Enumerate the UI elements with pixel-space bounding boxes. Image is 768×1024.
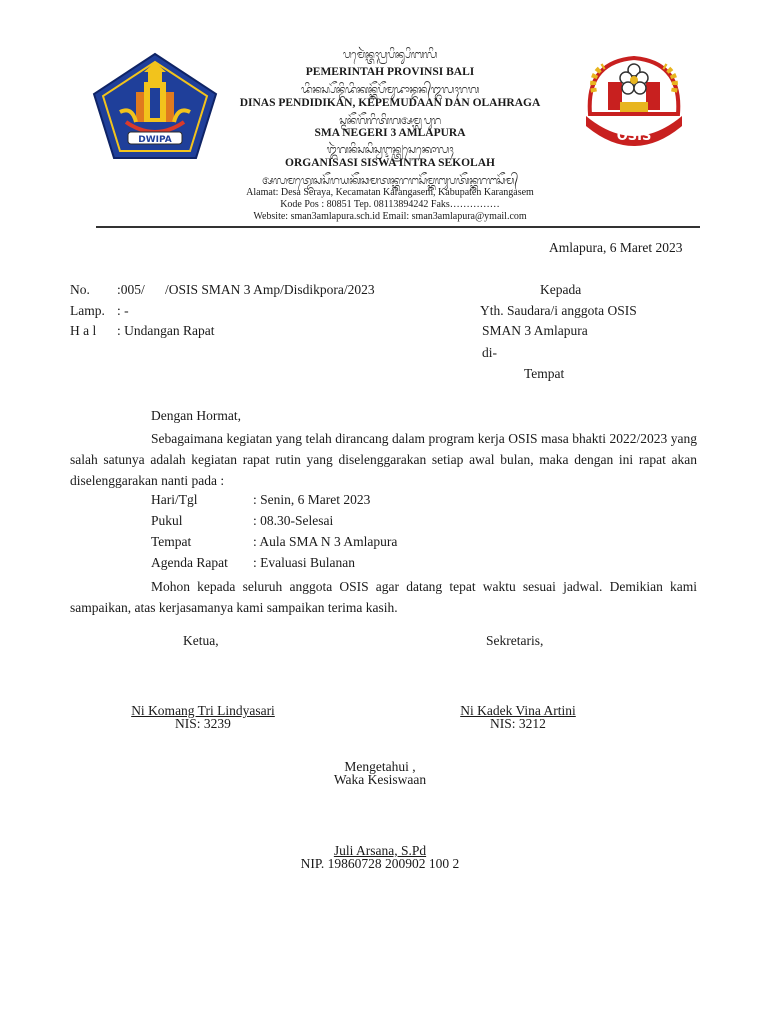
- chair-title: Ketua,: [183, 633, 219, 648]
- header-divider: [96, 226, 700, 228]
- attachment-value: : -: [117, 303, 129, 318]
- header-government: PEMERINTAH PROVINSI BALI: [305, 66, 475, 78]
- subject-label: H a l: [70, 323, 97, 338]
- body-paragraph-2: Mohon kepada seluruh anggota OSIS agar datang tepat waktu sesuai jadwal. Demikian kami sampaikan, atas kerjasamanya kami sampaikan terima kasih.: [70, 579, 697, 615]
- recipient-line-1: Kepada: [540, 282, 582, 297]
- detail-label: Tempat: [151, 534, 192, 549]
- detail-value: : 08.30-Selesai: [253, 513, 334, 528]
- recipient-line-2: Yth. Saudara/i anggota OSIS: [480, 303, 637, 318]
- detail-label: Agenda Rapat: [151, 555, 228, 570]
- detail-label: Hari/Tgl: [151, 492, 198, 507]
- chair-name: Ni Komang Tri Lindyasari: [131, 703, 275, 718]
- header-website: Website: sman3amlapura.sch.id Email: sman3amlapura@ymail.com: [253, 211, 527, 222]
- secretary-block: [418, 703, 618, 732]
- attachment-label: Lamp.: [70, 303, 105, 318]
- detail-value: : Aula SMA N 3 Amlapura: [253, 534, 398, 549]
- header-address: Alamat: Desa Seraya, Kecamatan Karangasem, Kabupaten Karangasem: [246, 187, 534, 198]
- body-paragraph-1: Sebagaimana kegiatan yang telah dirancang dalam program kerja OSIS masa bhakti 2022/2023 yang salah satunya adalah kegiatan rapat rutin yang diselenggarakan setiap awal bulan, maka dengan ini rapat akan diselenggarakan nanti pada :: [70, 431, 697, 488]
- acknowledgement-role: Waka Kesiswaan: [333, 772, 427, 787]
- detail-value: : Senin, 6 Maret 2023: [253, 492, 371, 507]
- number-value: :005/ /OSIS SMAN 3 Amp/Disdikpora/2023: [117, 282, 375, 297]
- number-label: No.: [70, 282, 90, 297]
- vice-principal-nip: NIP. 19860728 200902 100 2: [300, 856, 460, 871]
- chair-block: [100, 703, 306, 732]
- svg-text:OSIS: OSIS: [616, 129, 652, 144]
- secretary-name: Ni Kadek Vina Artini: [460, 703, 576, 718]
- acknowledgement-block: [280, 759, 480, 788]
- secretary-title: Sekretaris,: [486, 633, 544, 648]
- detail-value: : Evaluasi Bulanan: [253, 555, 355, 570]
- vice-principal-name: Juli Arsana, S.Pd: [333, 843, 427, 858]
- acknowledgement-label: Mengetahui ,: [344, 759, 416, 774]
- subject-value: : Undangan Rapat: [117, 323, 215, 338]
- place-date: Amlapura, 6 Maret 2023: [549, 240, 683, 255]
- vice-principal-block: [240, 843, 520, 872]
- header-balinese-line-1: ᬧᬫᬾᬃᬦ᭄ᬢᬄᬧ᭄ᬭᬧᬶᬦ᭄ᬲᬶᬩᬮᬶ: [342, 48, 438, 61]
- secretary-nis: NIS: 3212: [490, 716, 546, 731]
- header-organization: ORGANISASI SISWA INTRA SEKOLAH: [285, 157, 495, 169]
- osis-emblem-icon: [580, 52, 688, 156]
- recipient-line-5: Tempat: [524, 366, 565, 381]
- recipient-line-4: di-: [482, 345, 497, 360]
- recipient-line-3: SMAN 3 Amlapura: [482, 323, 588, 338]
- header-balinese-line-4: ᬑᬃᬕᬦᬶᬲᬲᬶᬲ᭄ᬯᬇᬦ᭄ᬢ᭄ᬭᬲᬾᬓᭀᬮᬄ: [326, 143, 454, 156]
- header-department: DINAS PENDIDIKAN, KEPEMUDAAN DAN OLAHRAGA: [239, 97, 541, 109]
- header-contact: Kode Pos : 80851 Tep. 08113894242 Faks……………: [280, 199, 500, 210]
- detail-label: Pukul: [151, 513, 183, 528]
- header-school: SMA NEGERI 3 AMLAPURA: [314, 127, 466, 139]
- svg-text:DWIPA: DWIPA: [138, 135, 172, 145]
- header-balinese-line-2: ᬤᬶᬦᬲ᭄ᬧᭂᬦ᭄ᬤᬶᬤᬶᬓᬦ᭄ᬓᭂᬧᭂᬫᬸᬤᬵᬦ᭄ᬤᬦ᭄ᬑᬮᬄᬭᬕ: [301, 83, 479, 96]
- chair-nis: NIS: 3239: [175, 716, 231, 731]
- greeting: Dengan Hormat,: [151, 408, 241, 423]
- header-balinese-line-5: ᬅᬮᬫᬢ᭄ᬤᬾᬲᬲᭂᬭᬬᬓᭂᬘᬫᬢᬦ᭄ᬓᬭᬗᬲᭂᬫ᭄ᬓᬩᬸᬧᬢᭂᬦ᭄ᬓᬭᬗᬲᭂᬫ᭄: [262, 174, 518, 187]
- header-balinese-line-3: ᬲ᭄ᬫᬦᭂᬕᭂᬭᬶᬢᬶᬕᬅᬫ᭄ᬮᬧᬸᬭ: [339, 114, 441, 127]
